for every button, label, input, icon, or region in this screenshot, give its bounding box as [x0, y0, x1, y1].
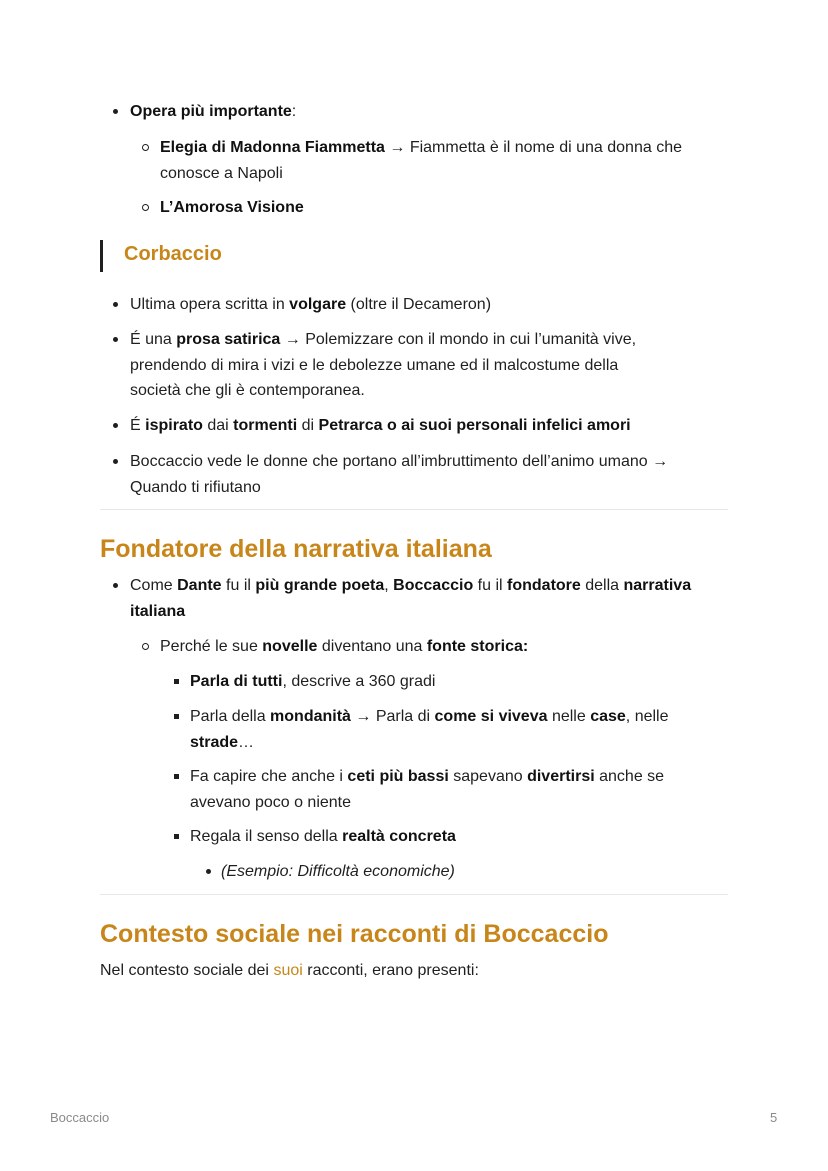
- list-item: Boccaccio vede le donne che portano all’imbruttimento dell’animo umano → Quando ti rifiutano: [130, 453, 669, 496]
- bullet: [142, 204, 149, 211]
- divider: [100, 509, 728, 510]
- list-item: Ultima opera scritta in volgare (oltre il Decameron): [130, 296, 492, 313]
- list-item: Parla di tutti, descrive a 360 gradi: [190, 673, 436, 690]
- bullet: [174, 774, 179, 779]
- bullet: [206, 869, 211, 874]
- bullet: [113, 583, 118, 588]
- list-item: É ispirato dai tormenti di Petrarca o ai suoi personali infelici amori: [130, 417, 631, 434]
- divider: [100, 894, 728, 895]
- paragraph: Nel contesto sociale dei suoi racconti, erano presenti:: [100, 962, 479, 979]
- list-item-opera: Opera più importante:: [130, 103, 297, 120]
- list-item: (Esempio: Difficoltà economiche): [221, 863, 455, 880]
- page-number: 5: [770, 1110, 778, 1125]
- bullet: [113, 109, 118, 114]
- section-heading-fondatore: Fondatore della narrativa italiana: [100, 535, 492, 563]
- bullet: [113, 459, 118, 464]
- bullet: [113, 302, 118, 307]
- list-item-elegia: Elegia di Madonna Fiammetta → Fiammetta è il nome di una donna che conosce a Napoli: [160, 139, 682, 182]
- list-item: É una prosa satirica → Polemizzare con il mondo in cui l’umanità vive, prendendo di mira i vizi e le debolezze umane ed il malcostume della società che gli è contemporanea.: [130, 331, 637, 399]
- bullet: [142, 643, 149, 650]
- list-item: Parla della mondanità → Parla di come si viveva nelle case, nelle strade…: [190, 708, 669, 751]
- bullet: [174, 834, 179, 839]
- list-item: Come Dante fu il più grande poeta, Boccaccio fu il fondatore della narrativa italiana: [130, 577, 692, 620]
- list-item: Perché le sue novelle diventano una fonte storica:: [160, 638, 529, 655]
- quote-bar: [100, 240, 103, 272]
- bullet: [113, 337, 118, 342]
- bullet: [174, 679, 179, 684]
- bullet: [142, 144, 149, 151]
- bullet: [174, 714, 179, 719]
- list-item: Regala il senso della realtà concreta: [190, 828, 456, 845]
- bullet: [113, 423, 118, 428]
- section-heading-corbaccio: Corbaccio: [124, 243, 222, 265]
- section-heading-contesto: Contesto sociale nei racconti di Boccaccio: [100, 920, 609, 948]
- list-item: Fa capire che anche i ceti più bassi sapevano divertirsi anche se avevano poco o niente: [190, 768, 665, 811]
- list-item-amorosa-visione: L’Amorosa Visione: [160, 199, 304, 216]
- footer-title: Boccaccio: [50, 1110, 110, 1125]
